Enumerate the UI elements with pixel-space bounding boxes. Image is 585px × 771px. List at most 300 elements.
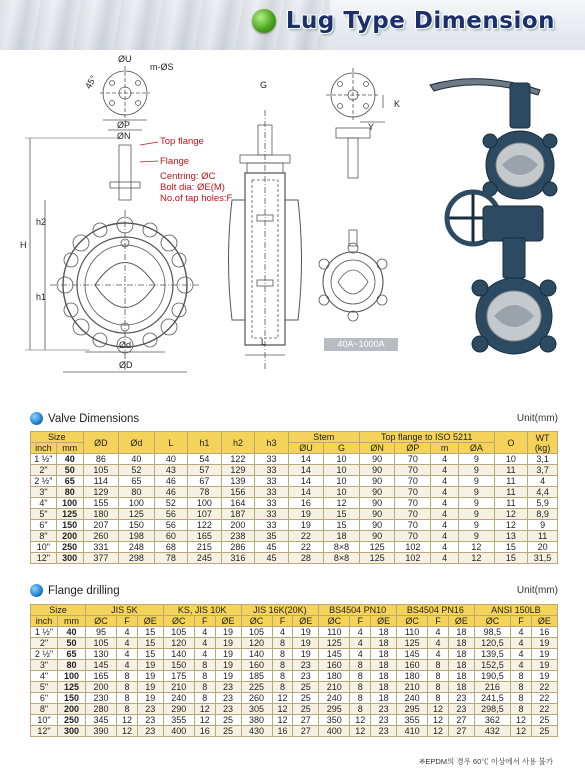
table-cell: 56 [154, 509, 187, 520]
table-cell: 230 [85, 693, 116, 704]
th-c: ØC [397, 616, 428, 627]
label-H: H [20, 240, 27, 250]
table-cell: 18 [371, 682, 397, 693]
table-cell: 155 [83, 498, 119, 509]
table-cell: 78 [154, 553, 187, 564]
flange-unit: Unit(mm) [516, 585, 558, 596]
table-cell: 4 [431, 509, 459, 520]
table-cell: 8 [272, 682, 293, 693]
table-cell: 110 [319, 627, 350, 638]
table-cell: 80 [119, 487, 155, 498]
table-cell: 90 [359, 476, 395, 487]
table-cell: 225 [241, 682, 272, 693]
table-cell: 33 [255, 465, 288, 476]
table-cell: 8 [350, 704, 371, 715]
table-cell: 4 [117, 660, 138, 671]
th-size: Size [31, 605, 86, 616]
th-c: ØC [319, 616, 350, 627]
cell-mm: 50 [56, 465, 83, 476]
table-cell: 377 [83, 553, 119, 564]
cell-inch: 1 ½" [31, 627, 58, 638]
table-cell: 4,4 [528, 487, 558, 498]
table-cell: 125 [359, 553, 395, 564]
table-row [31, 487, 558, 498]
table-cell: 18 [371, 693, 397, 704]
table-cell: 150 [163, 660, 194, 671]
th-e: ØE [293, 616, 319, 627]
table-row [31, 509, 558, 520]
th-f: F [428, 616, 449, 627]
table-cell: 100 [188, 498, 222, 509]
table-cell: 4 [431, 542, 459, 553]
table-cell: 105 [163, 627, 194, 638]
table-cell: 23 [137, 726, 163, 737]
cell-inch: 2 ½" [31, 476, 57, 487]
table-cell: 12 [272, 704, 293, 715]
th-h3: h3 [255, 432, 288, 454]
table-cell: 105 [85, 638, 116, 649]
valve-body-side [229, 110, 302, 370]
cell-mm: 100 [56, 498, 83, 509]
table-cell: 4 [117, 627, 138, 638]
table-cell: 4 [428, 627, 449, 638]
table-cell: 190,5 [474, 671, 510, 682]
cell-inch: 5" [31, 682, 58, 693]
table-cell: 295 [397, 704, 428, 715]
table-cell: 4 [511, 660, 532, 671]
cell-inch: 5" [31, 509, 57, 520]
table-cell: 25 [215, 715, 241, 726]
table-cell: 10 [324, 454, 360, 465]
th-group-ansi150: ANSI 150LB [474, 605, 557, 616]
table-cell: 11 [494, 487, 527, 498]
table-cell: 156 [221, 487, 255, 498]
table-cell: 280 [85, 704, 116, 715]
table-cell: 16 [194, 726, 215, 737]
table-cell: 9 [458, 498, 494, 509]
table-cell: 23 [137, 704, 163, 715]
drawing-svg [0, 50, 420, 405]
table-cell: 90 [359, 509, 395, 520]
table-cell: 10 [324, 487, 360, 498]
header-banner [0, 0, 585, 50]
table-cell: 12 [428, 715, 449, 726]
label-phi-p: ØP [117, 120, 131, 130]
label-phi-n: ØN [117, 131, 131, 141]
cell-inch: 3" [31, 660, 58, 671]
table-cell: 160 [319, 660, 350, 671]
table-cell: 22 [531, 693, 557, 704]
table-cell: 180 [83, 509, 119, 520]
table-cell: 70 [395, 498, 431, 509]
table-cell: 98,5 [474, 627, 510, 638]
table-cell: 27 [293, 715, 319, 726]
table-cell: 8 [428, 660, 449, 671]
label-phi-d: Ød [119, 340, 132, 350]
cell-mm: 250 [56, 542, 83, 553]
table-cell: 19 [293, 649, 319, 660]
table-cell: 4 [511, 649, 532, 660]
th-tf-p: ØP [395, 443, 431, 454]
table-cell: 18 [371, 649, 397, 660]
page-title: Lug Type Dimension [285, 8, 555, 34]
table-cell: 8 [272, 660, 293, 671]
table-cell: 4 [428, 638, 449, 649]
table-cell: 18 [448, 638, 474, 649]
table-cell: 125 [397, 638, 428, 649]
table-cell: 12 [117, 715, 138, 726]
table-cell: 4 [431, 476, 459, 487]
table-cell: 18 [371, 627, 397, 638]
table-cell: 105 [241, 627, 272, 638]
table-cell: 152,5 [474, 660, 510, 671]
flange-drilling-table [30, 604, 558, 737]
valve-gear-photo [428, 188, 578, 363]
th-top-flange: Top flange to ISO 5211 [359, 432, 494, 443]
table-cell: 165 [188, 531, 222, 542]
table-row [31, 693, 558, 704]
table-cell: 28 [288, 553, 324, 564]
valve-table-body [31, 454, 558, 564]
table-cell: 9 [458, 476, 494, 487]
table-row [31, 627, 558, 638]
table-cell: 125 [359, 542, 395, 553]
table-cell: 125 [319, 638, 350, 649]
table-cell: 23 [371, 715, 397, 726]
th-stem-g: G [324, 443, 360, 454]
table-cell: 8 [511, 693, 532, 704]
table-cell: 23 [448, 693, 474, 704]
table-cell: 70 [395, 520, 431, 531]
table-cell: 9 [458, 465, 494, 476]
table-row [31, 553, 558, 564]
table-cell: 245 [188, 553, 222, 564]
table-cell: 4 [431, 454, 459, 465]
table-cell: 33 [255, 498, 288, 509]
table-cell: 15 [494, 553, 527, 564]
table-cell: 150 [119, 520, 155, 531]
table-cell: 260 [241, 693, 272, 704]
table-cell: 40 [154, 454, 187, 465]
label-centring: Centring: ØC [160, 171, 216, 182]
table-cell: 355 [397, 715, 428, 726]
table-cell: 100 [119, 498, 155, 509]
table-cell: 130 [85, 649, 116, 660]
table-cell: 12 [458, 553, 494, 564]
table-cell: 4 [350, 638, 371, 649]
table-cell: 8,9 [528, 509, 558, 520]
label-L: L [261, 337, 267, 347]
table-cell: 33 [255, 476, 288, 487]
cell-inch: 2" [31, 638, 58, 649]
th-D: ØD [83, 432, 119, 454]
table-cell: 12 [428, 704, 449, 715]
table-cell: 23 [371, 726, 397, 737]
table-cell: 52 [154, 498, 187, 509]
th-stem-u: ØU [288, 443, 324, 454]
table-cell: 18 [371, 660, 397, 671]
table-cell: 22 [288, 531, 324, 542]
table-cell: 67 [188, 476, 222, 487]
table-cell: 240 [163, 693, 194, 704]
table-cell: 19 [293, 627, 319, 638]
table-cell: 8 [511, 671, 532, 682]
table-cell: 19 [288, 520, 324, 531]
label-bolt-dia: Bolt dia: ØE(M) [160, 182, 225, 193]
table-cell: 25 [293, 682, 319, 693]
table-cell: 207 [83, 520, 119, 531]
table-cell: 145 [85, 660, 116, 671]
th-e: ØE [137, 616, 163, 627]
table-row [31, 660, 558, 671]
table-cell: 31,5 [528, 553, 558, 564]
table-cell: 380 [241, 715, 272, 726]
table-cell: 12 [194, 704, 215, 715]
cell-mm: 125 [57, 682, 85, 693]
table-cell: 90 [359, 531, 395, 542]
table-cell: 19 [215, 649, 241, 660]
table-cell: 8 [272, 649, 293, 660]
table-cell: 9 [528, 520, 558, 531]
table-cell: 175 [163, 671, 194, 682]
th-c: ØC [241, 616, 272, 627]
table-cell: 4 [511, 627, 532, 638]
table-cell: 8 [272, 638, 293, 649]
table-cell: 432 [474, 726, 510, 737]
label-angle: 45° [83, 73, 99, 91]
table-cell: 19 [137, 671, 163, 682]
table-cell: 9 [458, 487, 494, 498]
table-cell: 11 [494, 476, 527, 487]
table-cell: 19 [531, 638, 557, 649]
table-cell: 145 [319, 649, 350, 660]
table-cell: 122 [221, 454, 255, 465]
table-cell: 12 [511, 726, 532, 737]
table-cell: 45 [255, 542, 288, 553]
table-cell: 400 [319, 726, 350, 737]
th-tf-m: m [431, 443, 459, 454]
table-cell: 210 [163, 682, 194, 693]
table-cell: 4 [194, 638, 215, 649]
th-group-jis16k: JIS 16K(20K) [241, 605, 319, 616]
table-cell: 18 [371, 638, 397, 649]
valve-section-title: Valve Dimensions [48, 412, 140, 425]
table-row [31, 704, 558, 715]
table-cell: 23 [215, 704, 241, 715]
table-cell: 120 [241, 638, 272, 649]
valve-section-header [30, 412, 558, 425]
table-cell: 110 [397, 627, 428, 638]
table-cell: 295 [319, 704, 350, 715]
table-cell: 25 [215, 726, 241, 737]
table-cell: 56 [154, 520, 187, 531]
table-cell: 14 [288, 487, 324, 498]
table-cell: 90 [359, 520, 395, 531]
green-bullet-icon [252, 9, 276, 33]
table-cell: 139 [221, 476, 255, 487]
table-cell: 27 [293, 726, 319, 737]
table-row [31, 465, 558, 476]
table-cell: 4 [431, 487, 459, 498]
table-cell: 15 [324, 520, 360, 531]
table-cell: 8 [194, 671, 215, 682]
table-cell: 16 [272, 726, 293, 737]
table-cell: 12 [428, 726, 449, 737]
table-cell: 8 [117, 704, 138, 715]
table-cell: 187 [221, 509, 255, 520]
table-cell: 122 [188, 520, 222, 531]
table-cell: 22 [531, 704, 557, 715]
table-cell: 15 [137, 627, 163, 638]
table-cell: 8 [511, 704, 532, 715]
table-cell: 4 [117, 638, 138, 649]
cell-inch: 10" [31, 715, 58, 726]
table-cell: 145 [397, 649, 428, 660]
table-cell: 23 [293, 671, 319, 682]
table-cell: 164 [221, 498, 255, 509]
cell-mm: 150 [56, 520, 83, 531]
table-cell: 298,5 [474, 704, 510, 715]
cell-mm: 40 [56, 454, 83, 465]
table-cell: 35 [255, 531, 288, 542]
table-cell: 12 [350, 726, 371, 737]
th-inch: inch [31, 616, 58, 627]
cell-mm: 200 [56, 531, 83, 542]
table-cell: 70 [395, 465, 431, 476]
label-G: G [260, 80, 268, 90]
table-cell: 4 [431, 553, 459, 564]
table-cell: 290 [163, 704, 194, 715]
table-cell: 90 [359, 498, 395, 509]
table-cell: 260 [83, 531, 119, 542]
table-cell: 19 [215, 660, 241, 671]
cell-inch: 3" [31, 487, 57, 498]
table-row [31, 542, 558, 553]
table-cell: 70 [395, 476, 431, 487]
table-cell: 23 [293, 660, 319, 671]
title-wrap [252, 8, 555, 34]
table-cell: 46 [154, 487, 187, 498]
table-cell: 240 [397, 693, 428, 704]
th-wt-label: WT [535, 432, 550, 443]
table-cell: 4 [117, 649, 138, 660]
table-cell: 362 [474, 715, 510, 726]
table-cell: 54 [188, 454, 222, 465]
cell-mm: 80 [57, 660, 85, 671]
th-e: ØE [371, 616, 397, 627]
table-cell: 8 [117, 693, 138, 704]
table-cell: 12 [494, 509, 527, 520]
cell-inch: 6" [31, 693, 58, 704]
label-m-phi-s: m-ØS [150, 62, 174, 72]
table-cell: 11 [528, 531, 558, 542]
cell-inch: 2" [31, 465, 57, 476]
table-cell: 14 [288, 465, 324, 476]
table-cell: 22 [288, 542, 324, 553]
table-cell: 19 [215, 627, 241, 638]
th-c: ØC [474, 616, 510, 627]
table-cell: 102 [395, 553, 431, 564]
table-cell: 25 [293, 693, 319, 704]
table-cell: 4 [350, 649, 371, 660]
table-cell: 200 [85, 682, 116, 693]
th-f: F [194, 616, 215, 627]
table-cell: 241,5 [474, 693, 510, 704]
table-cell: 4 [431, 520, 459, 531]
table-cell: 8 [117, 671, 138, 682]
table-cell: 210 [319, 682, 350, 693]
cell-inch: 8" [31, 704, 58, 715]
table-cell: 9 [458, 454, 494, 465]
label-h2: h2 [36, 217, 47, 227]
table-cell: 139,5 [474, 649, 510, 660]
table-cell: 78 [188, 487, 222, 498]
th-O: O [494, 432, 527, 454]
cell-inch: 8" [31, 531, 57, 542]
th-group-jis5k: JIS 5K [85, 605, 163, 616]
table-cell: 9 [458, 509, 494, 520]
valve-lever-photo [420, 65, 570, 205]
table-cell: 18 [448, 682, 474, 693]
table-cell: 216 [474, 682, 510, 693]
table-cell: 4 [431, 498, 459, 509]
th-f: F [511, 616, 532, 627]
th-stem: Stem [288, 432, 359, 443]
cell-inch: 12" [31, 553, 57, 564]
table-cell: 8 [350, 693, 371, 704]
table-cell: 8 [428, 671, 449, 682]
label-Y: Y [368, 122, 375, 132]
table-cell: 19 [215, 671, 241, 682]
table-cell: 129 [221, 465, 255, 476]
table-cell: 140 [241, 649, 272, 660]
table-cell: 70 [395, 509, 431, 520]
table-cell: 27 [448, 715, 474, 726]
table-cell: 238 [221, 531, 255, 542]
table-cell: 19 [288, 509, 324, 520]
table-cell: 13 [494, 531, 527, 542]
table-cell: 90 [359, 454, 395, 465]
table-cell: 23 [448, 704, 474, 715]
th-e: ØE [531, 616, 557, 627]
table-cell: 200 [221, 520, 255, 531]
th-mm: mm [57, 616, 85, 627]
table-cell: 23 [215, 693, 241, 704]
table-cell: 8 [194, 693, 215, 704]
table-cell: 46 [154, 476, 187, 487]
table-row [31, 726, 558, 737]
table-cell: 9 [458, 520, 494, 531]
table-cell: 10 [324, 465, 360, 476]
th-tf-a: ØA [458, 443, 494, 454]
table-cell: 25 [531, 715, 557, 726]
table-cell: 12 [324, 498, 360, 509]
table-cell: 70 [395, 454, 431, 465]
table-cell: 18 [448, 660, 474, 671]
table-cell: 3,7 [528, 465, 558, 476]
cell-inch: 2 ½" [31, 649, 58, 660]
blue-bullet-icon [30, 412, 43, 425]
table-cell: 90 [359, 487, 395, 498]
cell-mm: 65 [56, 476, 83, 487]
th-mm: mm [56, 443, 83, 454]
table-cell: 215 [188, 542, 222, 553]
table-cell: 4 [194, 627, 215, 638]
label-phi-D: ØD [119, 360, 133, 370]
table-cell: 120 [163, 638, 194, 649]
table-cell: 12 [511, 715, 532, 726]
table-cell: 298 [119, 553, 155, 564]
